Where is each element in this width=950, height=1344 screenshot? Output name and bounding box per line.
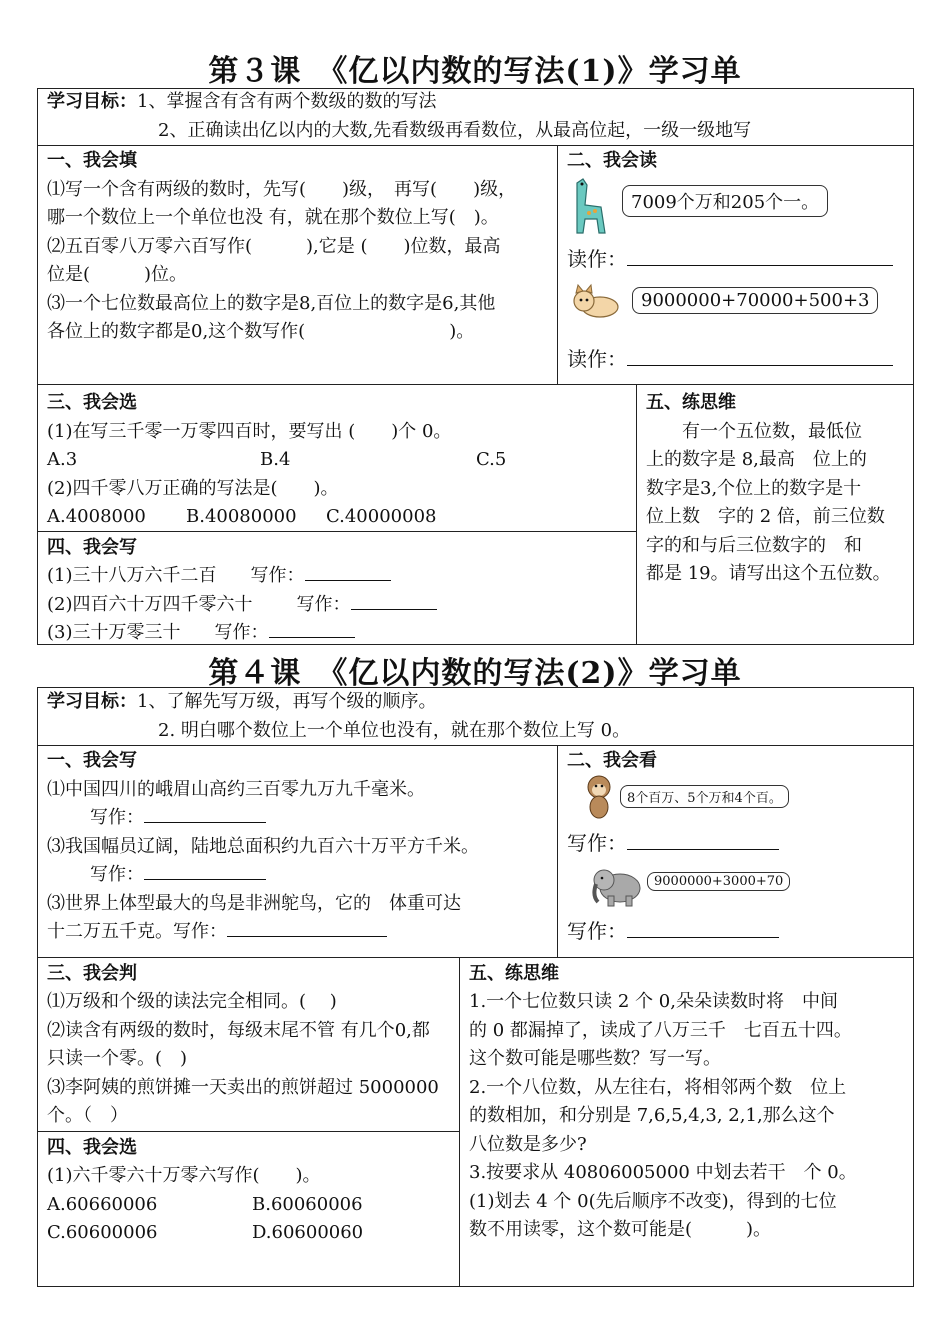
- write-blank-3[interactable]: [269, 619, 355, 638]
- question-text: (2)四百六十万四千零六十: [47, 594, 253, 615]
- lesson3-s3-q2: (2)四千零八万正确的写法是( )。: [47, 478, 339, 499]
- dog-illustration: [570, 283, 622, 323]
- lesson3-s2-bubble2: 9000000+70000+500+3: [632, 287, 878, 314]
- lesson3-goal-2: 2、正确读出亿以内的大数,先看数级再看数位，从最高位起，一级一级地写: [158, 120, 752, 141]
- read-blank-2[interactable]: [627, 347, 893, 366]
- lesson3-s1-heading: 一、我会填: [47, 150, 137, 171]
- lesson4-goal-1: 1、了解先写万级，再写个级的顺序。: [137, 691, 437, 712]
- lesson4-s1-line1: ⑴中国四川的峨眉山高约三百零九万九千毫米。: [47, 779, 425, 800]
- giraffe-illustration: [565, 175, 615, 237]
- lesson3-s3-q2-a: A.4008000: [47, 506, 146, 527]
- write-label: 写作：: [90, 807, 144, 828]
- lesson4-s2-heading: 二、我会看: [567, 750, 657, 771]
- lesson3-s1-line3: ⑵五百零八万零六百写作( ),它是 ( )位数，最高: [47, 236, 501, 257]
- lesson3-s5-line5: 字的和与后三位数字的 和: [646, 535, 862, 556]
- lesson3-s1-line6: 各位上的数字都是0,这个数写作( )。: [47, 321, 475, 342]
- lesson3-s3-q2-c: C.40000008: [326, 506, 437, 527]
- lesson3-s5-line6: 都是 19。请写出这个五位数。: [646, 563, 891, 584]
- lesson3-s3-q1-a: A.3: [47, 449, 78, 470]
- read-label: 读作：: [567, 247, 627, 271]
- lesson3-s1-line1: ⑴写一个含有两级的数时，先写( )级， 再写( )级，: [47, 179, 517, 200]
- lesson4-s4-option-c: C.60600006: [47, 1222, 158, 1243]
- elephant-illustration: [588, 862, 644, 908]
- lesson4-s1-line6: [47, 918, 387, 946]
- lesson3-s3-q1: (1)在写三千零一万零四百时，要写出 ( )个 0。: [47, 421, 452, 442]
- lesson4-s2-bubble1: 8个百万、5个万和4个百。: [620, 785, 789, 808]
- read-blank-1[interactable]: [627, 247, 893, 266]
- lesson4-s3-line3: 只读一个零。( ): [47, 1048, 188, 1069]
- lesson4-s4-option-b: B.60060006: [252, 1194, 363, 1215]
- lesson3-s1-line2: 哪一个数位上一个单位也没 有，就在那个数位上写( )。: [47, 207, 499, 228]
- lesson3-s2-heading: 二、我会读: [567, 150, 657, 171]
- write-blank-5[interactable]: [627, 919, 779, 938]
- write-blank-2[interactable]: [351, 591, 437, 610]
- lesson3-s2-bubble1: 7009个万和205个一。: [622, 185, 828, 217]
- lesson3-s3-heading: 三、我会选: [47, 392, 137, 413]
- lesson3-s1-line4: 位是( )位。: [47, 264, 188, 285]
- write-label: 写作：: [567, 831, 627, 855]
- lesson3-s5-line2: 上的数字是 8,最高 位上的: [646, 449, 867, 470]
- lesson4-s3-line5: 个。（ ）: [47, 1105, 128, 1126]
- lesson3-s5-heading: 五、练思维: [646, 392, 736, 413]
- write-blank-1[interactable]: [144, 804, 266, 823]
- lesson4-s5-line1: 1.一个七位数只读 2 个 0,朵朵读数时将 中间: [469, 991, 838, 1012]
- read-label: 读作：: [567, 347, 627, 371]
- lesson4-s1-line4: [90, 861, 266, 889]
- lesson3-goal-1: 1、掌握含有含有两个数级的数的写法: [137, 91, 437, 112]
- write-blank-4[interactable]: [627, 831, 779, 850]
- lesson4-s5-line7: 3.按要求从 40806005000 中划去若干 个 0。: [469, 1162, 857, 1183]
- lesson3-goal-label: 学习目标：: [47, 91, 137, 112]
- lesson4-goal-2: 2. 明白哪个数位上一个单位也没有，就在那个数位上写 0。: [158, 720, 631, 741]
- lesson3-s5-line4: 位上数 字的 2 倍，前三位数: [646, 506, 885, 527]
- lesson4-s5-line2: 的 0 都漏掉了，读成了八万三千 七百五十四。: [469, 1020, 852, 1041]
- lesson4-title: 第４课 《亿以内数的写法(2)》学习单: [208, 656, 742, 691]
- lesson3-s4-q1: [47, 562, 391, 590]
- lesson3-s5-line3: 数字是3,个位上的数字是十: [646, 478, 862, 499]
- monkey-illustration: [580, 773, 618, 819]
- lesson4-s3-heading: 三、我会判: [47, 963, 137, 984]
- lesson3-s4-q3: [47, 619, 355, 647]
- lesson3-s1-line5: ⑶一个七位数最高位上的数字是8,百位上的数字是6,其他: [47, 293, 496, 314]
- lesson4-s3-line1: ⑴万级和个级的读法完全相同。( ): [47, 991, 337, 1012]
- lesson4-s3-line4: ⑶李阿姨的煎饼摊一天卖出的煎饼超过 5000000: [47, 1077, 439, 1098]
- write-label: 写作：: [296, 594, 351, 615]
- write-label: 写作：: [250, 565, 305, 586]
- lesson4-s5-heading: 五、练思维: [469, 963, 559, 984]
- lesson4-s5-line4: 2.一个八位数，从左往右，将相邻两个数 位上: [469, 1077, 847, 1098]
- lesson4-s4-option-d: D.60600060: [252, 1222, 364, 1243]
- lesson4-s2-bubble2: 9000000+3000+70: [647, 872, 790, 891]
- lesson3-title: 第３课 《亿以内数的写法(1)》学习单: [208, 54, 742, 89]
- lesson4-s1-line2: [90, 804, 266, 832]
- write-label: 写作：: [567, 919, 627, 943]
- lesson4-s4-question: (1)六千零六十万零六写作( )。: [47, 1165, 321, 1186]
- lesson4-s5-line3: 这个数可能是哪些数？写一写。: [469, 1048, 721, 1069]
- write-blank-1[interactable]: [305, 562, 391, 581]
- lesson4-s4-heading: 四、我会选: [47, 1137, 137, 1158]
- lesson4-s1-heading: 一、我会写: [47, 750, 137, 771]
- write-label: 十二万五千克。写作：: [47, 921, 227, 942]
- lesson4-s5-line8: (1)划去 4 个 0(先后顺序不改变)，得到的七位: [469, 1191, 837, 1212]
- lesson3-s3-q1-c: C.5: [476, 449, 507, 470]
- lesson3-s3-q1-b: B.4: [260, 449, 291, 470]
- lesson3-s4-heading: 四、我会写: [47, 537, 137, 558]
- lesson4-s1-line3: ⑶我国幅员辽阔，陆地总面积约九百六十万平方千米。: [47, 836, 479, 857]
- question-text: (3)三十万零三十: [47, 622, 181, 643]
- lesson4-s5-line6: 八位数是多少?: [469, 1134, 587, 1155]
- lesson3-s2-read2: [567, 345, 893, 373]
- lesson3-s5-line1: 有一个五位数，最低位: [646, 421, 862, 442]
- lesson4-goal-line1: [47, 688, 436, 716]
- lesson4-s2-write1: [567, 829, 779, 857]
- lesson4-s3-line2: ⑵读含有两级的数时，每级末尾不管 有几个0,都: [47, 1020, 430, 1041]
- lesson4-s5-line5: 的数相加，和分别是 7,6,5,4,3, 2,1,那么这个: [469, 1105, 835, 1126]
- lesson3-s4-q2: [47, 591, 437, 619]
- lesson4-s2-write2: [567, 917, 779, 945]
- write-label: 写作：: [90, 864, 144, 885]
- lesson3-s3-q2-b: B.40080000: [186, 506, 297, 527]
- lesson3-goal-line1: [47, 88, 436, 116]
- lesson4-goal-label: 学习目标：: [47, 691, 137, 712]
- lesson4-s5-line9: 数不用读零，这个数可能是( )。: [469, 1219, 772, 1240]
- question-text: (1)三十八万六千二百: [47, 565, 217, 586]
- lesson4-s4-option-a: A.60660006: [47, 1194, 158, 1215]
- write-blank-2[interactable]: [144, 861, 266, 880]
- lesson3-s2-read1: [567, 245, 893, 273]
- lesson4-s1-line5: ⑶世界上体型最大的鸟是非洲鸵鸟，它的 体重可达: [47, 893, 461, 914]
- write-label: 写作：: [214, 622, 269, 643]
- write-blank-3[interactable]: [227, 918, 387, 937]
